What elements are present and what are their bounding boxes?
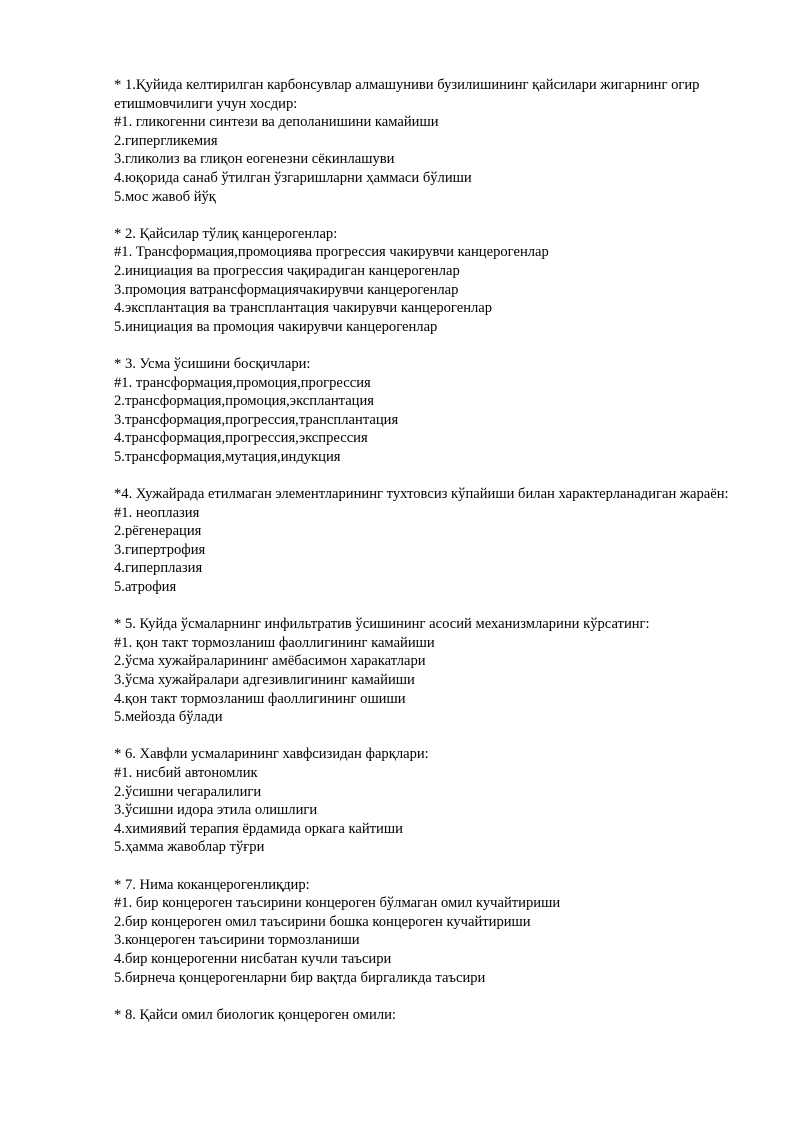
answer-option: #1. нисбий автономлик [114, 764, 258, 781]
answer-option: 2.ўсма хужайраларининг амёбасимон харакатлари [114, 653, 426, 670]
answer-option: 2.ўсишни чегаралилиги [114, 783, 262, 800]
answer-option: 4.эксплантация ва трансплантация чакирувчи канцерогенлар [114, 300, 493, 317]
answer-option: 3.промоция ватрансформациячакирувчи канцерогенлар [114, 281, 459, 298]
answer-option: 4.юқорида санаб ўтилган ўзгаришларни ҳаммаси бўлиши [114, 169, 472, 186]
answer-option: #1. неоплазия [114, 504, 200, 521]
question-4 [114, 485, 754, 597]
question-2 [114, 225, 754, 337]
answer-option: 4.қон такт тормозланиш фаоллигининг ошиши [114, 690, 406, 707]
answer-option: 3.ўсишни идора этила олишлиги [114, 802, 318, 819]
question-title: * 6. Хавфли усмаларининг хавфсизидан фарқлари: [114, 746, 429, 763]
answer-option: 5.трансформация,мутация,индукция [114, 448, 341, 465]
question-6 [114, 745, 754, 857]
answer-option: 5.бирнеча қонцерогенларни бир вақтда биргаликда таъсири [114, 969, 486, 986]
question-7 [114, 876, 754, 988]
answer-option: 3.концероген таъсирини тормозланиши [114, 932, 360, 949]
question-8 [114, 1006, 754, 1025]
question-title: *4. Хужайрада етилмаган элементларининг тухтовсиз кўпайиши билан характерланадиган жараён: [114, 486, 729, 503]
answer-option: 3.ўсма хужайралари адгезивлигининг камайиши [114, 672, 415, 688]
question-5 [114, 615, 754, 727]
question-title: * 2. Қайсилар тўлиқ канцерогенлар: [114, 225, 338, 242]
question-title: * 7. Нима коканцерогенлиқдир: [114, 876, 310, 893]
document-page [114, 76, 754, 1043]
question-title: * 1.Қуйида келтирилган карбонсувлар алмашуниви бузилишининг қайсилари жигарнинг огир етишмовчилиги учун хосдир: [114, 77, 700, 112]
answer-option: #1. бир концероген таъсирини концероген бўлмаган омил кучайтириши [114, 895, 561, 912]
answer-option: 4.трансформация,прогрессия,экспрессия [114, 430, 368, 447]
answer-option: 3.гликолиз ва глиқон еогенезни сёкинлашуви [114, 151, 395, 168]
answer-option: 4.бир концерогенни нисбатан кучли таъсири [114, 950, 392, 967]
answer-option: 3.гипертрофия [114, 541, 206, 558]
answer-option: #1. гликогенни синтези ва деполанишини камайиши [114, 114, 439, 131]
answer-option: 2.бир концероген омил таъсирини бошка концероген кучайтириши [114, 913, 531, 930]
answer-option: 5.атрофия [114, 579, 177, 596]
question-title: * 8. Қайси омил биологик қонцероген омили: [114, 1006, 396, 1023]
answer-option: 3.трансформация,прогрессия,трансплантация [114, 411, 399, 428]
answer-option: 5.мос жавоб йўқ [114, 188, 216, 205]
answer-option: 5.инициация ва промоция чакирувчи канцерогенлар [114, 318, 438, 335]
answer-option: 5.ҳамма жавоблар тўғри [114, 839, 265, 856]
answer-option: 2.рёгенерация [114, 523, 202, 540]
question-title: * 3. Усма ўсишини босқичлари: [114, 355, 311, 372]
answer-option: 4.гиперплазия [114, 560, 203, 577]
answer-option: 2.инициация ва прогрессия чақирадиган канцерогенлар [114, 262, 460, 279]
question-1 [114, 76, 754, 206]
answer-option: #1. Трансформация,промоциява прогрессия чакирувчи канцерогенлар [114, 244, 549, 261]
answer-option: 5.мейозда бўлади [114, 709, 223, 726]
answer-option: 2.гипергликемия [114, 132, 218, 149]
question-3 [114, 355, 754, 467]
answer-option: #1. қон такт тормозланиш фаоллигининг камайиши [114, 634, 435, 651]
answer-option: #1. трансформация,промоция,прогрессия [114, 374, 371, 391]
answer-option: 4.химиявий терапия ёрдамида оркага кайтиши [114, 820, 403, 837]
question-title: * 5. Куйда ўсмаларнинг инфильтратив ўсишининг асосий механизмларини кўрсатинг: [114, 616, 650, 633]
answer-option: 2.трансформация,промоция,эксплантация [114, 393, 375, 410]
